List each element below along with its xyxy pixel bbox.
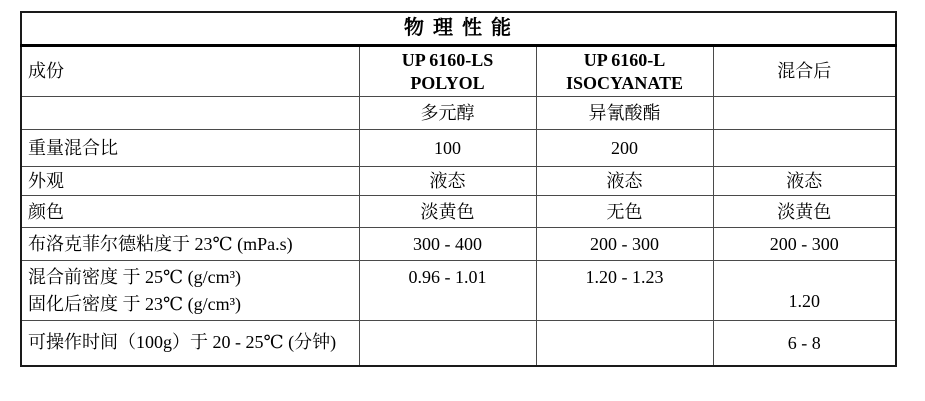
table-row bbox=[21, 228, 896, 261]
row-label-cell bbox=[21, 97, 359, 130]
table-row bbox=[21, 196, 896, 228]
mixed-value-cell: 6 - 8 bbox=[713, 321, 896, 366]
mixed-value-cell: 淡黄色 bbox=[713, 196, 896, 228]
polyol-value-cell: 多元醇 bbox=[359, 97, 536, 130]
table-title: 物 理 性 能 bbox=[21, 12, 896, 46]
header-polyol-line1: UP 6160-LS bbox=[401, 50, 494, 70]
table-row bbox=[21, 321, 896, 366]
isocyanate-value-cell: 200 bbox=[536, 130, 713, 167]
row-label-cell: 重量混合比 bbox=[21, 130, 359, 167]
isocyanate-value-cell bbox=[536, 321, 713, 366]
polyol-value-cell: 100 bbox=[359, 130, 536, 167]
row-label-cell bbox=[21, 261, 359, 321]
row-label-cell: 颜色 bbox=[21, 196, 359, 228]
polyol-value-cell: 淡黄色 bbox=[359, 196, 536, 228]
polyol-value-cell: 0.96 - 1.01 bbox=[359, 261, 536, 321]
polyol-value-cell: 300 - 400 bbox=[359, 228, 536, 261]
header-polyol-line2: POLYOL bbox=[410, 72, 485, 93]
isocyanate-value-cell: 液态 bbox=[536, 167, 713, 196]
row-label-cell: 可操作时间（100g）于 20 - 25℃ (分钟) bbox=[21, 321, 359, 366]
header-component-cell: 成份 bbox=[21, 46, 359, 97]
table-row bbox=[21, 167, 896, 196]
header-isocyanate-cell bbox=[536, 46, 713, 97]
row-label-cell: 布洛克菲尔德粘度于 23℃ (mPa.s) bbox=[21, 228, 359, 261]
isocyanate-value-cell: 1.20 - 1.23 bbox=[536, 261, 713, 321]
header-isocyanate-line2: ISOCYANATE bbox=[565, 72, 684, 93]
mixed-value-cell bbox=[713, 130, 896, 167]
row-label-cell: 外观 bbox=[21, 167, 359, 196]
isocyanate-value-cell: 无色 bbox=[536, 196, 713, 228]
table-title-row bbox=[21, 12, 896, 46]
table-row bbox=[21, 261, 896, 321]
physical-properties-table bbox=[20, 11, 897, 367]
mixed-value-cell: 1.20 bbox=[713, 261, 896, 321]
mixed-value-cell bbox=[713, 97, 896, 130]
polyol-value-cell bbox=[359, 321, 536, 366]
header-polyol-cell bbox=[359, 46, 536, 97]
polyol-value-cell: 液态 bbox=[359, 167, 536, 196]
mixed-value-cell: 200 - 300 bbox=[713, 228, 896, 261]
table-row bbox=[21, 97, 896, 130]
table-row bbox=[21, 130, 896, 167]
isocyanate-value-cell: 200 - 300 bbox=[536, 228, 713, 261]
isocyanate-value-cell: 异氰酸酯 bbox=[536, 97, 713, 130]
header-mixed-cell: 混合后 bbox=[713, 46, 896, 97]
header-isocyanate-line1: UP 6160-L bbox=[583, 50, 666, 70]
density-label-line2: 固化后密度 于 23℃ (g/cm³) bbox=[28, 293, 242, 314]
table-header-row bbox=[21, 46, 896, 97]
density-label-line1: 混合前密度 于 25℃ (g/cm³) bbox=[28, 266, 242, 287]
mixed-value-cell: 液态 bbox=[713, 167, 896, 196]
